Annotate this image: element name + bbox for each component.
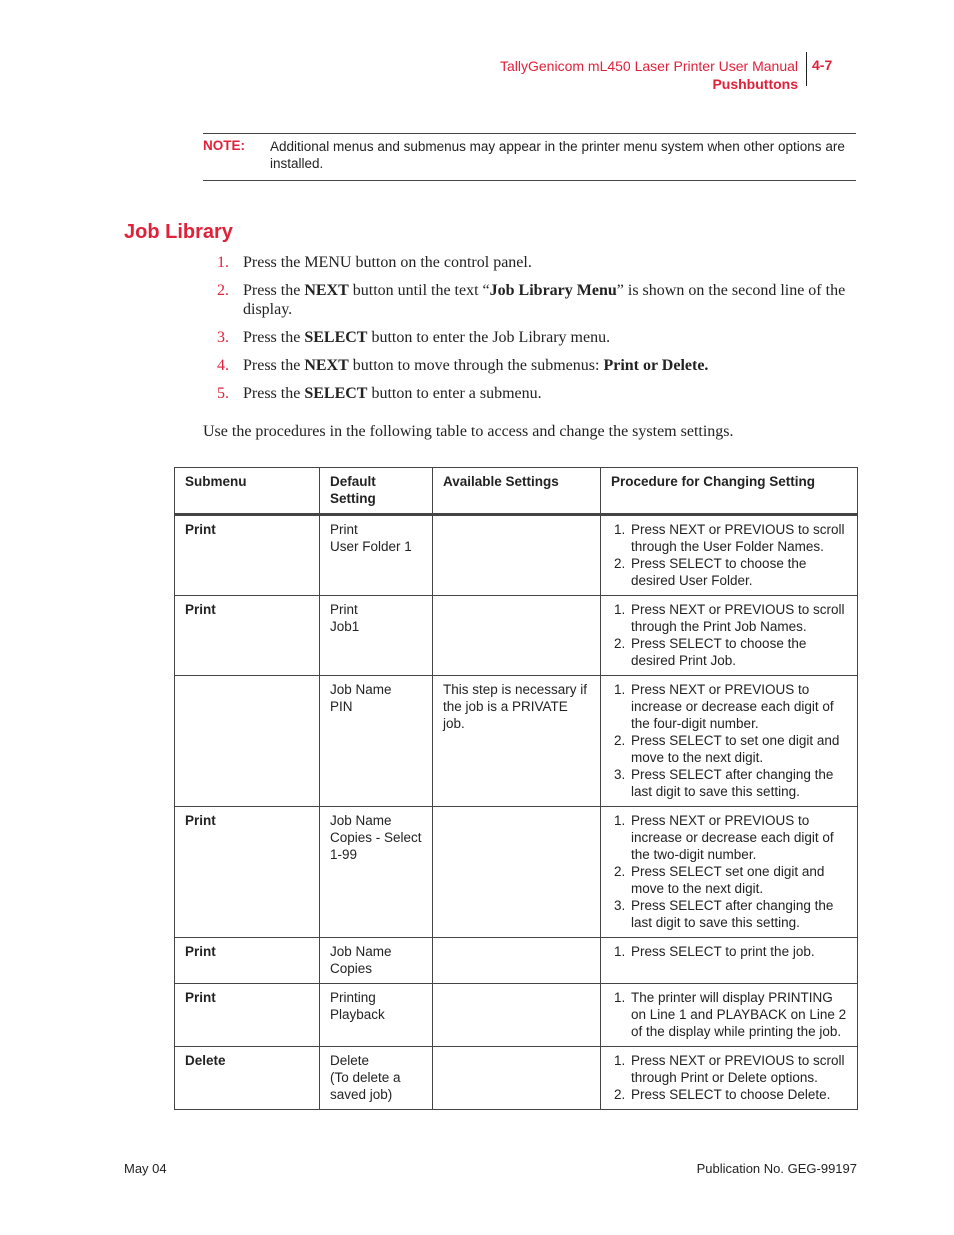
table-row [175, 807, 858, 938]
procedure-step: 2. Press SELECT to choose the desired User Folder. [629, 555, 849, 589]
step-text: button to enter the Job Library menu. [367, 329, 611, 346]
step-number: 3. [217, 329, 229, 346]
cell-procedure [601, 984, 858, 1047]
step-text: Press the [243, 357, 305, 374]
step-keyword: NEXT [304, 357, 349, 374]
step-item [203, 356, 855, 375]
cell-submenu: Print [175, 807, 320, 938]
note-label: NOTE: [203, 138, 245, 153]
step-keyword: SELECT [304, 385, 368, 402]
default-setting-line: Printing [330, 990, 376, 1005]
default-setting-line: User Folder 1 [330, 539, 412, 554]
step-keyword: SELECT [304, 329, 368, 346]
step-keyword: NEXT [304, 282, 349, 299]
procedure-step: 2. Press SELECT to choose Delete. [629, 1086, 849, 1103]
procedure-step: 2. Press SELECT to choose the desired Print Job. [629, 635, 849, 669]
step-text: button to move through the submenus: [348, 357, 604, 374]
header-default-setting: Default Setting [320, 468, 433, 515]
table-row [175, 984, 858, 1047]
default-setting-line: (To delete a saved job) [330, 1070, 401, 1102]
step-item [203, 253, 855, 272]
procedure-step: 3. Press SELECT after changing the last digit to save this setting. [629, 897, 849, 931]
cell-available-settings [433, 807, 601, 938]
note-text: Additional menus and submenus may appear in the printer menu system when other options are installed. [270, 139, 845, 171]
step-keyword: Job Library Menu [489, 282, 617, 299]
default-setting-line: Print [330, 522, 358, 537]
procedure-list [613, 989, 849, 1040]
header-submenu: Submenu [175, 468, 320, 515]
procedure-step: 1. Press NEXT or PREVIOUS to increase or decrease each digit of the two-digit number. [629, 812, 849, 863]
cell-default-setting [320, 676, 433, 807]
cell-default-setting [320, 984, 433, 1047]
procedure-list [613, 521, 849, 589]
step-text: button to enter a submenu. [367, 385, 542, 402]
cell-procedure [601, 515, 858, 596]
cell-default-setting [320, 596, 433, 676]
table-row [175, 676, 858, 807]
cell-default-setting [320, 807, 433, 938]
cell-submenu [175, 676, 320, 807]
cell-submenu: Print [175, 515, 320, 596]
procedure-step: 1. Press SELECT to print the job. [629, 943, 849, 960]
step-number: 1. [217, 254, 229, 271]
default-setting-line: Job Name [330, 813, 392, 828]
footer-date: May 04 [124, 1161, 167, 1176]
procedure-step: 1. Press NEXT or PREVIOUS to scroll through the Print Job Names. [629, 601, 849, 635]
cell-default-setting [320, 1047, 433, 1110]
default-setting-line: Copies [330, 961, 373, 976]
default-setting-line: Copies - Select 1-99 [330, 830, 422, 862]
procedure-list [613, 943, 849, 960]
steps-list [203, 253, 855, 412]
step-text: button until the text “ [348, 282, 490, 299]
note-box [203, 133, 856, 181]
step-item [203, 328, 855, 347]
step-text: Press the [243, 385, 305, 402]
procedure-step: 1. Press NEXT or PREVIOUS to scroll through the User Folder Names. [629, 521, 849, 555]
cell-submenu: Delete [175, 1047, 320, 1110]
step-item [203, 384, 855, 403]
step-text: Press the [243, 329, 305, 346]
cell-procedure [601, 596, 858, 676]
footer-publication: Publication No. GEG-99197 [696, 1161, 857, 1176]
cell-default-setting [320, 938, 433, 984]
cell-procedure [601, 807, 858, 938]
procedure-list [613, 681, 849, 800]
cell-submenu: Print [175, 596, 320, 676]
default-setting-line: Playback [330, 1007, 385, 1022]
step-text: Press the [243, 282, 305, 299]
table-row [175, 596, 858, 676]
cell-available-settings [433, 938, 601, 984]
cell-available-settings: This step is necessary if the job is a PRIVATE job. [433, 676, 601, 807]
procedure-list [613, 1052, 849, 1103]
step-text: ” is shown on the second line of the display. [243, 282, 846, 318]
procedure-step: 1. The printer will display PRINTING on Line 1 and PLAYBACK on Line 2 of the display while printing the job. [629, 989, 849, 1040]
default-setting-line: Print [330, 602, 358, 617]
table-row [175, 515, 858, 596]
procedure-step: 1. Press NEXT or PREVIOUS to scroll through Print or Delete options. [629, 1052, 849, 1086]
default-setting-line: Job Name [330, 682, 392, 697]
cell-default-setting [320, 515, 433, 596]
cell-available-settings [433, 515, 601, 596]
cell-submenu: Print [175, 938, 320, 984]
procedure-list [613, 812, 849, 931]
cell-available-settings [433, 1047, 601, 1110]
cell-procedure [601, 1047, 858, 1110]
step-text: Press the MENU button on the control panel. [243, 254, 532, 271]
procedure-step: 2. Press SELECT to set one digit and move to the next digit. [629, 732, 849, 766]
intro-paragraph: Use the procedures in the following table to access and change the system settings. [203, 423, 734, 440]
cell-available-settings [433, 596, 601, 676]
step-number: 5. [217, 385, 229, 402]
cell-procedure [601, 676, 858, 807]
cell-available-settings [433, 984, 601, 1047]
section-title: Pushbuttons [712, 76, 798, 92]
cell-submenu: Print [175, 984, 320, 1047]
table-row [175, 938, 858, 984]
procedure-step: 1. Press NEXT or PREVIOUS to increase or decrease each digit of the four-digit number. [629, 681, 849, 732]
manual-title: TallyGenicom mL450 Laser Printer User Manual [499, 58, 798, 74]
settings-table [174, 467, 858, 1110]
header-available-settings: Available Settings [433, 468, 601, 515]
table-header-row [175, 468, 858, 515]
step-item [203, 281, 855, 319]
step-keyword: Print or Delete. [603, 357, 709, 374]
running-header [500, 57, 798, 93]
procedure-step: 2. Press SELECT set one digit and move to the next digit. [629, 863, 849, 897]
header-divider [806, 52, 807, 86]
default-setting-line: PIN [330, 699, 353, 714]
default-setting-line: Job Name [330, 944, 392, 959]
step-number: 4. [217, 357, 229, 374]
step-number: 2. [217, 282, 229, 299]
header-procedure: Procedure for Changing Setting [601, 468, 858, 515]
default-setting-line: Job1 [330, 619, 360, 634]
procedure-step: 3. Press SELECT after changing the last digit to save this setting. [629, 766, 849, 800]
table-row [175, 1047, 858, 1110]
default-setting-line: Delete [330, 1053, 370, 1068]
section-heading: Job Library [124, 221, 233, 243]
procedure-list [613, 601, 849, 669]
page-number: 4-7 [812, 57, 833, 73]
cell-procedure [601, 938, 858, 984]
